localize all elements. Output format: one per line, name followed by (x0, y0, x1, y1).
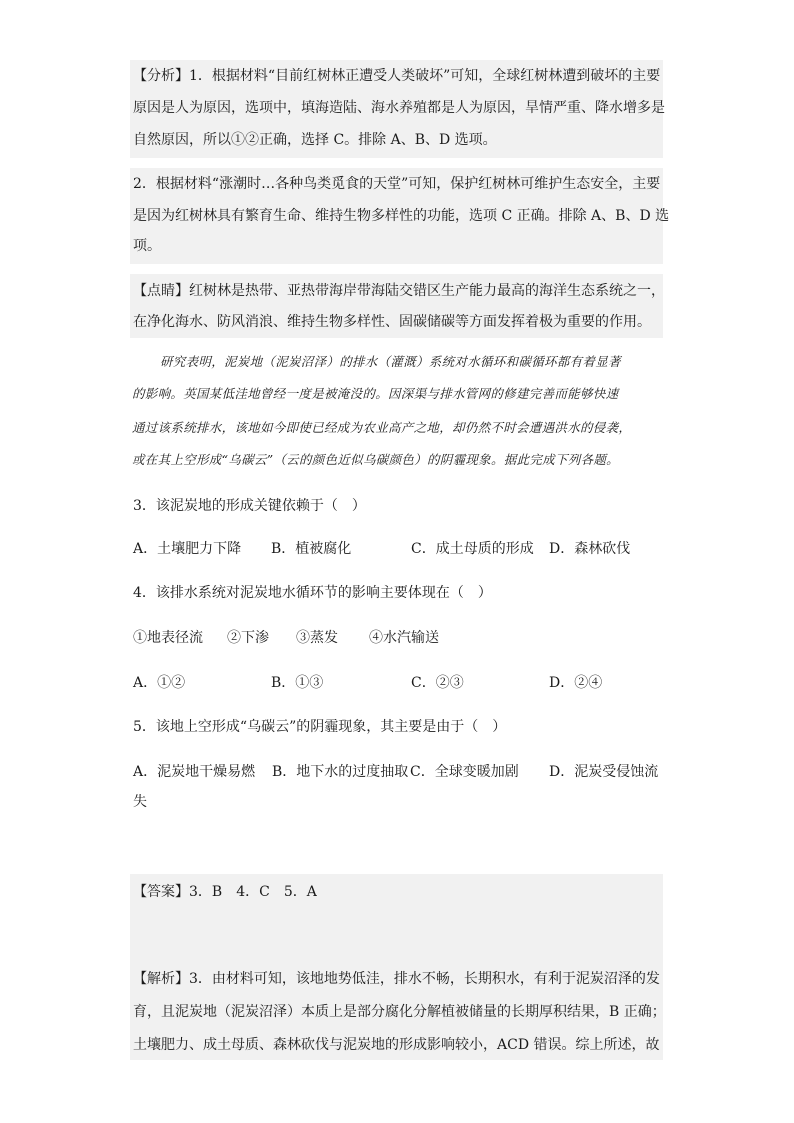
highlight-line-1: 【点睛】红树林是热带、亚热带海岸带海陆交错区生产能力最高的海洋生态系统之一， (133, 283, 665, 299)
material-line-4: 或在其上空形成“乌碳云”（云的颜色近似乌碳颜色）的阴霾现象。据此完成下列各题。 (132, 452, 619, 467)
q4-item-2: ②下渗 (227, 630, 269, 646)
q5-option-c: C．全球变暖加剧 (410, 764, 519, 780)
explanation-line-1: 【解析】3．由材料可知，该地地势低洼，排水不畅，长期积水，有利于泥炭沼泽的发 (133, 971, 660, 987)
q4-option-d: D．②④ (549, 675, 603, 691)
q4-option-a: A．①② (133, 675, 186, 691)
q5-option-b: B．地下水的过度抽取 (272, 764, 409, 780)
q4-item-3: ③蒸发 (296, 630, 338, 646)
q4-item-4: ④水汽输送 (369, 630, 439, 646)
highlight-line-2: 在净化海水、防风消浪、维持生物多样性、固碳储碳等方面发挥着极为重要的作用。 (133, 314, 651, 330)
q4-option-c: C．②③ (411, 675, 464, 691)
q5-option-wrap: 失 (133, 794, 147, 810)
material-line-3: 通过该系统排水，该地如今即使已经成为农业高产之地，却仍然不时会遭遇洪水的侵袭， (132, 420, 632, 435)
analysis2-line-3: 项。 (133, 238, 161, 254)
q4-option-b: B．①③ (271, 675, 324, 691)
question-5-stem: 5．该地上空形成“乌碳云”的阴霾现象，其主要是由于（ ） (133, 719, 507, 735)
q5-option-a: A．泥炭地干燥易燃 (133, 764, 256, 780)
analysis-line-2: 原因是人为原因，选项中，填海造陆、海水养殖都是人为原因，旱情严重、降水增多是 (133, 100, 665, 116)
analysis2-line-2: 是因为红树林具有繁育生命、维持生物多样性的功能，选项 C 正确。排除 A、B、D 选 (133, 208, 670, 224)
explanation-line-3: 土壤肥力、成土母质、森林砍伐与泥炭地的形成影响较小，ACD 错误。综上所述，故 (133, 1037, 660, 1053)
material-line-2: 的影响。英国某低洼地曾经一度是被淹没的。因深渠与排水管网的修建完善而能够快速 (132, 386, 619, 401)
question-3-stem: 3．该泥炭地的形成关键依赖于（ ） (133, 498, 366, 514)
answer-line: 【答案】3．B 4．C 5．A (133, 884, 317, 900)
analysis-line-1: 【分析】1．根据材料“目前红树林正遭受人类破坏”可知，全球红树林遭到破坏的主要 (133, 68, 661, 84)
q5-option-d: D．泥炭受侵蚀流 (549, 764, 659, 780)
analysis2-line-1: 2．根据材料“涨潮时…各种鸟类觅食的天堂”可知，保护红树林可维护生态安全，主要 (133, 176, 661, 192)
analysis-line-3: 自然原因，所以①②正确，选择 C。排除 A、B、D 选项。 (133, 132, 497, 148)
material-line-1: 研究表明，泥炭地（泥炭沼泽）的排水（灌溉）系统对水循环和碳循环都有着显著 (160, 354, 621, 369)
q3-option-a: A．土壤肥力下降 (133, 541, 242, 557)
question-4-stem: 4．该排水系统对泥炭地水循环节的影响主要体现在（ ） (133, 585, 492, 601)
q3-option-c: C．成土母质的形成 (411, 541, 534, 557)
q4-item-1: ①地表径流 (133, 630, 203, 646)
q3-option-b: B．植被腐化 (271, 541, 352, 557)
explanation-line-2: 育，且泥炭地（泥炭沼泽）本质上是部分腐化分解植被储量的长期厚积结果，B 正确； (133, 1004, 666, 1020)
q3-option-d: D．森林砍伐 (549, 541, 631, 557)
